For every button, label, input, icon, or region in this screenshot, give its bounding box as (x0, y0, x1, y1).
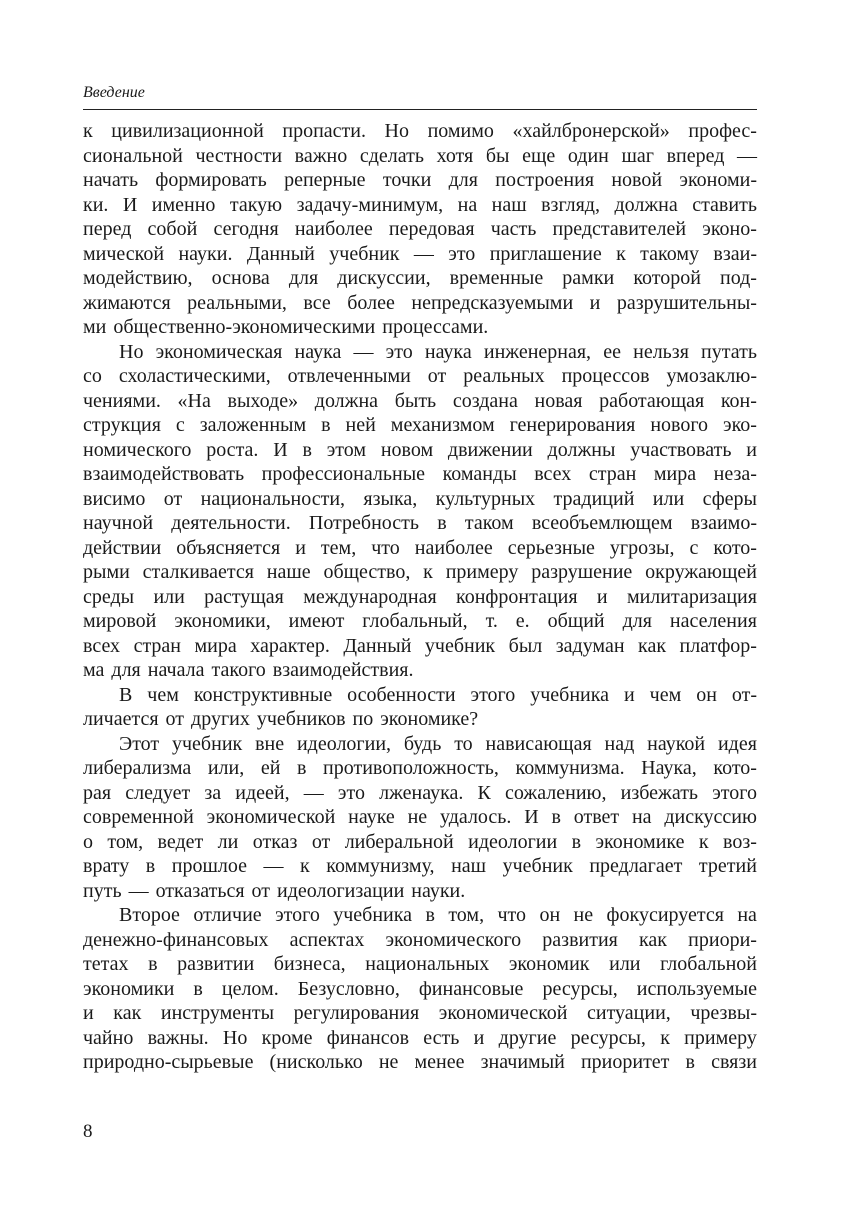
text-line: путь — отказаться от идеологизации науки. (83, 879, 466, 902)
text-line: сиональной честности важно сделать хотя бы еще один шаг вперед — (83, 144, 757, 167)
text-line: личается от других учебников по экономике? (83, 708, 479, 730)
text-line: Этот учебник вне идеологии, будь то нависающая над наукой идея (119, 732, 757, 755)
text-line: В чем конструктивные особенности этого учебника и чем он от- (119, 683, 757, 706)
text-line: природно-сырьевые (нисколько не менее значимый приоритет в связи (83, 1051, 757, 1073)
paragraph (83, 732, 757, 904)
running-head: Введение (83, 84, 145, 101)
header-rule (83, 109, 757, 110)
body-text (83, 119, 757, 1075)
text-line: ми общественно-экономическими процессами. (83, 316, 489, 338)
text-line: ки. И именно такую задачу-минимум, на наш взгляд, должна ставить (83, 193, 757, 216)
page-number: 8 (83, 1121, 93, 1142)
text-line: современной экономической науке не удалось. И в ответ на дискуссию (83, 806, 757, 828)
text-line: перед собой сегодня наиболее передовая часть представителей эконо- (83, 218, 757, 240)
text-line: о том, ведет ли отказ от либеральной идеологии в экономике к воз- (83, 830, 757, 853)
text-line: со схоластическими, отвлеченными от реальных процессов умозаклю- (83, 365, 757, 387)
paragraph (83, 683, 757, 732)
text-line: врату в прошлое — к коммунизму, наш учебник предлагает третий (83, 855, 757, 877)
text-line: номического роста. И в этом новом движении должны участвовать и (83, 438, 757, 461)
text-line: мировой экономики, имеют глобальный, т. е. общий для населения (83, 610, 757, 632)
text-line: модействию, основа для дискуссии, временные рамки которой под- (83, 267, 757, 289)
text-line: взаимодействовать профессиональные команды всех стран мира неза- (83, 463, 757, 485)
text-line: висимо от национальности, языка, культурных традиций или сферы (83, 487, 757, 510)
text-line: жимаются реальными, все более непредсказуемыми и разрушительны- (83, 291, 757, 314)
text-line: к цивилизационной пропасти. Но помимо «хайлбронерской» профес- (83, 120, 757, 142)
text-line: среды или растущая международная конфронтация и милитаризация (83, 585, 757, 608)
text-line: всех стран мира характер. Данный учебник был задуман как платфор- (83, 634, 757, 657)
paragraph (83, 119, 757, 340)
text-line: экономики в целом. Безусловно, финансовые ресурсы, используемые (83, 977, 757, 1000)
text-line: либерализма или, ей в противоположность, коммунизма. Наука, кото- (83, 757, 757, 779)
text-line: и как инструменты регулирования экономической ситуации, чрезвы- (83, 1002, 757, 1024)
text-line: чайно важны. Но кроме финансов есть и другие ресурсы, к примеру (83, 1026, 757, 1049)
text-line: действии объясняется и тем, что наиболее серьезные угрозы, с кото- (83, 536, 757, 559)
text-line: рыми сталкивается наше общество, к примеру разрушение окружающей (83, 561, 757, 583)
text-line: ма для начала такого взаимодействия. (83, 659, 414, 681)
text-line: рая следует за идеей, — это лженаука. К сожалению, избежать этого (83, 781, 757, 804)
text-line: начать формировать реперные точки для построения новой экономи- (83, 169, 757, 191)
paragraph (83, 340, 757, 683)
paragraph (83, 903, 757, 1075)
text-line: мической науки. Данный учебник — это приглашение к такому взаи- (83, 242, 757, 265)
text-line: чениями. «На выходе» должна быть создана новая работающая кон- (83, 389, 757, 412)
text-line: Второе отличие этого учебника в том, что он не фокусируется на (119, 904, 757, 926)
text-line: Но экономическая наука — это наука инженерная, ее нельзя путать (119, 340, 757, 363)
text-line: научной деятельности. Потребность в таком всеобъемлющем взаимо- (83, 512, 757, 534)
text-line: струкция с заложенным в ней механизмом генерирования нового эко- (83, 414, 757, 436)
text-line: денежно-финансовых аспектах экономического развития как приори- (83, 928, 757, 951)
text-line: тетах в развитии бизнеса, национальных экономик или глобальной (83, 953, 757, 975)
